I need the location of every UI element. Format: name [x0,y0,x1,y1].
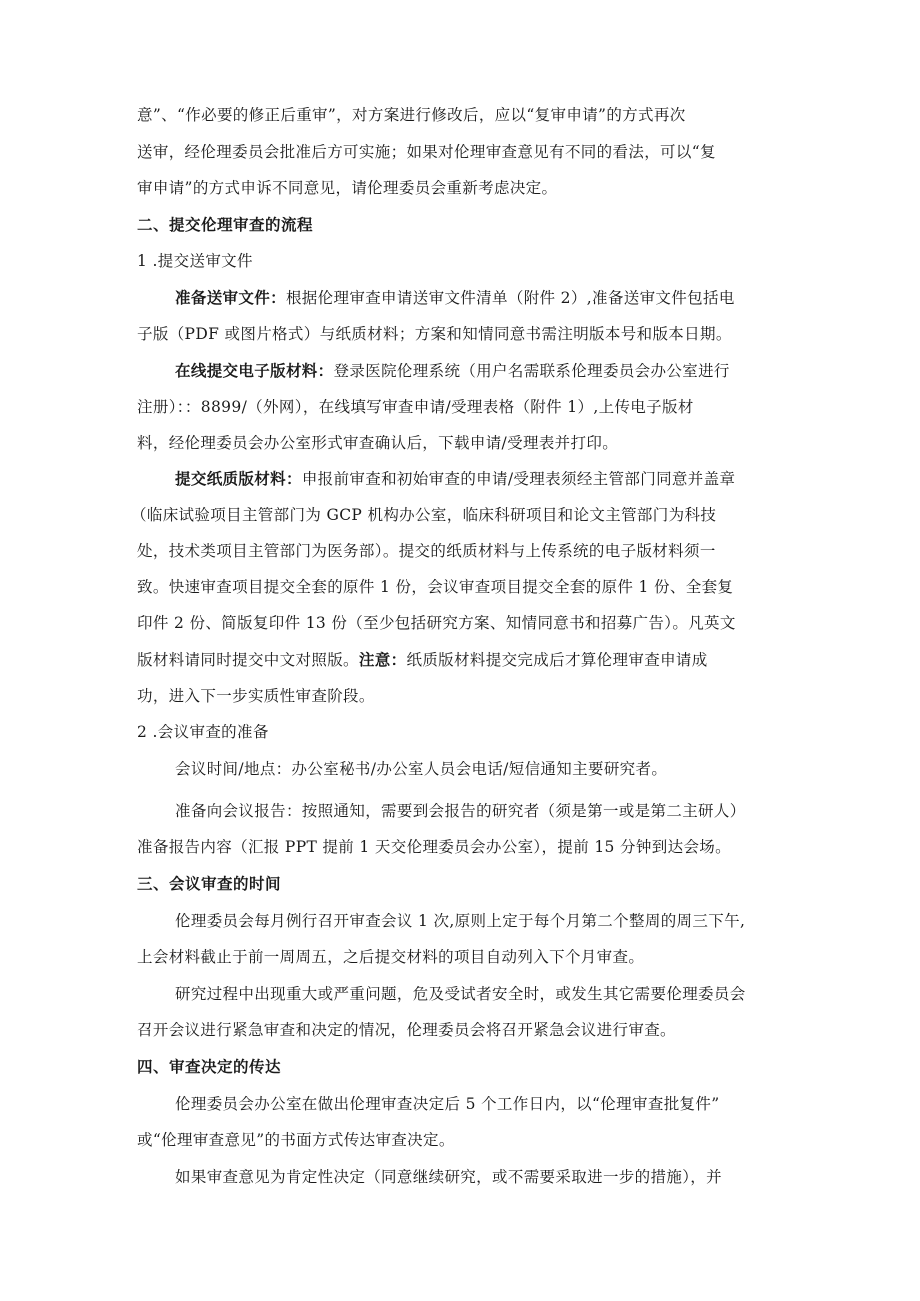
text-line: 子版（PDF 或图片格式）与纸质材料；方案和知情同意书需注明版本号和版本日期。 [137,325,732,343]
section-heading-4: 四、审查决定的传达 [137,1058,282,1076]
text-line: 如果审查意见为肯定性决定（同意继续研究，或不需要采取进一步的措施），并 [175,1168,723,1186]
subsection-heading-1: 1 .提交送审文件 [137,252,253,270]
text-line: 准备向会议报告：按照通知，需要到会报告的研究者（须是第一或是第二主研人） [175,802,746,820]
text-line: （临床试验项目主管部门为 GCP 机构办公室，临床科研项目和论文主管部门为科技 [131,506,717,524]
text-line: 料，经伦理委员会办公室形式审查确认后，下载申请/受理表并打印。 [137,434,619,452]
bold-label: 提交纸质版材料： [175,470,302,488]
bold-label: 注意： [358,651,407,669]
subsection-heading-2: 2 .会议审查的准备 [137,723,269,741]
text-line: 召开会议进行紧急审查和决定的情况，伦理委员会将召开紧急会议进行审查。 [137,1021,676,1039]
paragraph-line [175,360,730,382]
text-line: 致。快速审查项目提交全套的原件 1 份，会议审查项目提交全套的原件 1 份、全套复 [137,578,734,596]
paragraph-line [175,287,735,309]
text-line: 注册）：：8899/（外网），在线填写审查申请/受理表格（附件 1）,上传电子版材 [137,398,694,416]
paragraph-line [175,468,735,490]
text-line: 上会材料截止于前一周周五，之后提交材料的项目自动列入下个月审查。 [137,948,645,966]
text-line: 伦理委员会每月例行召开审查会议 1 次,原则上定于每个月第二个整周的周三下午, [175,912,746,930]
text-line: 处，技术类项目主管部门为医务部）。提交的纸质材料与上传系统的电子版材料须一 [137,542,716,560]
text-line: 会议时间/地点：办公室秘书/办公室人员会电话/短信通知主要研究者。 [175,760,668,778]
paragraph-text: 登录医院伦理系统（用户名需联系伦理委员会办公室进行 [333,362,730,380]
text-line: 研究过程中出现重大或严重问题，危及受试者安全时，或发生其它需要伦理委员会 [175,985,746,1003]
bold-label: 准备送审文件： [175,289,286,307]
bold-label: 在线提交电子版材料： [175,362,334,380]
paragraph-text: 申报前审查和初始审查的申请/受理表须经主管部门同意并盖章 [301,470,736,488]
section-heading-2: 二、提交伦理审查的流程 [137,216,314,234]
paragraph-text: 版材料请同时提交中文对照版。 [137,651,359,669]
paragraph-text: 根据伦理审查申请送审文件清单（附件 2）,准备送审文件包括电 [285,289,735,307]
paragraph-line [137,649,708,671]
text-line: 功，进入下一步实质性审查阶段。 [137,687,375,705]
text-line: 印件 2 份、简版复印件 13 份（至少包括研究方案、知情同意书和招募广告）。凡英文 [137,614,736,632]
text-line: 伦理委员会办公室在做出伦理审查决定后 5 个工作日内，以“伦理审查批复件” [175,1095,720,1113]
paragraph-text: 纸质版材料提交完成后才算伦理审查申请成 [406,651,708,669]
text-line: 或“伦理审查意见”的书面方式传达审查决定。 [137,1131,455,1149]
text-line: 准备报告内容（汇报 PPT 提前 1 天交伦理委员会办公室），提前 15 分钟到达会场。 [137,838,731,856]
text-line: 意”、“作必要的修正后重审”，对方案进行修改后，应以“复审申请”的方式再次 [137,106,686,124]
text-line: 审申请”的方式申诉不同意见，请伦理委员会重新考虑决定。 [137,179,558,197]
section-heading-3: 三、会议审查的时间 [137,875,282,893]
text-line: 送审，经伦理委员会批准后方可实施；如果对伦理审查意见有不同的看法，可以“复 [137,143,716,161]
